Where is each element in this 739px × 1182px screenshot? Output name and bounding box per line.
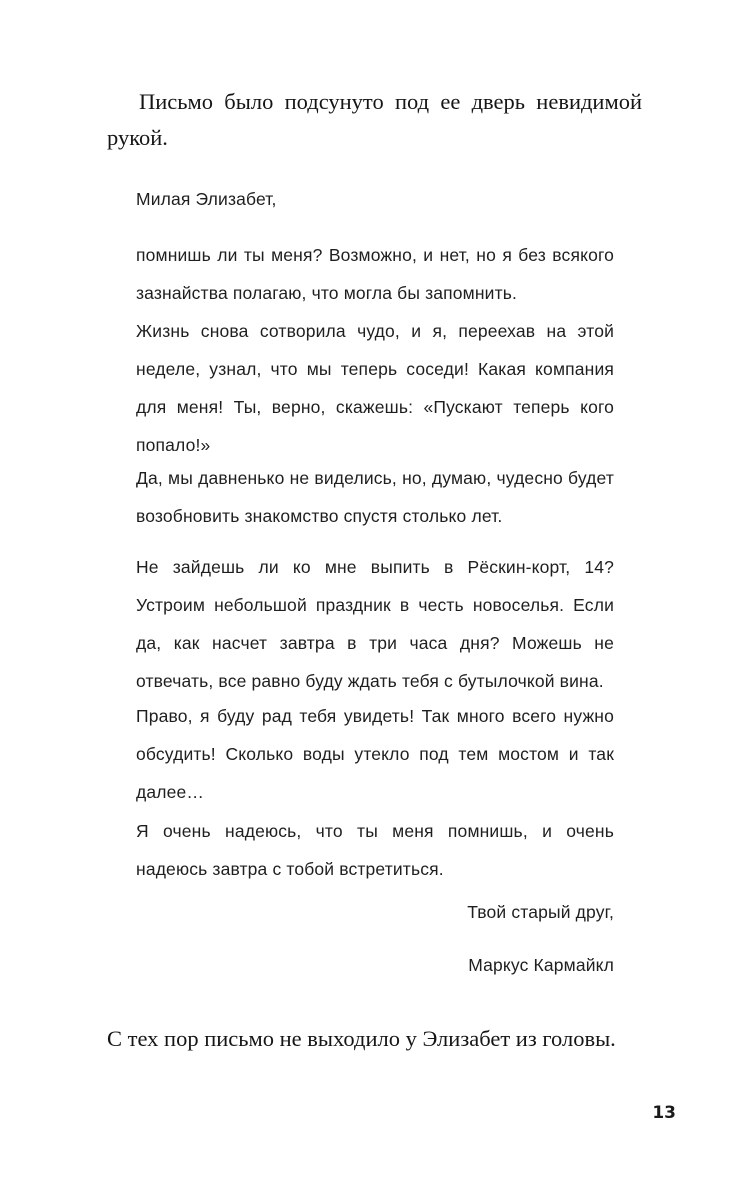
letter-greeting: Милая Элизабет,: [136, 189, 277, 209]
page-number: 13: [652, 1103, 676, 1123]
letter-paragraph-2: Жизнь снова сотворила чудо, и я, переехав на этой неделе, узнал, что мы теперь соседи! Какая компания для меня! Ты, верно, скажешь: «Пускают теперь кого попало!»: [136, 321, 614, 455]
letter-paragraph-6: Я очень надеюсь, что ты меня помнишь, и очень надеюсь завтра с тобой встретиться.: [136, 821, 614, 879]
letter-closing: Твой старый друг,: [467, 902, 614, 922]
letter-signature: Маркус Кармайкл: [468, 955, 614, 975]
letter-paragraph-1: помнишь ли ты меня? Возможно, и нет, но я без всякого зазнайства полагаю, что могла бы запомнить.: [136, 245, 614, 303]
letter-paragraph-3: Да, мы давненько не виделись, но, думаю, чудесно будет возобновить знакомство спустя столько лет.: [136, 468, 614, 526]
letter-paragraph-5: Право, я буду рад тебя увидеть! Так много всего нужно обсудить! Сколько воды утекло под тем мостом и так далее…: [136, 706, 614, 802]
letter-paragraph-4: Не зайдешь ли ко мне выпить в Рёскин-корт, 14? Устроим небольшой праздник в честь новоселья. Если да, как насчет завтра в три часа дня? Можешь не отвечать, все равно буду ждать тебя с бутылочкой вина.: [136, 557, 614, 691]
outro-paragraph: С тех пор письмо не выходило у Элизабет из головы.: [107, 1026, 616, 1051]
intro-paragraph: Письмо было подсунуто под ее дверь невидимой рукой.: [107, 89, 642, 150]
